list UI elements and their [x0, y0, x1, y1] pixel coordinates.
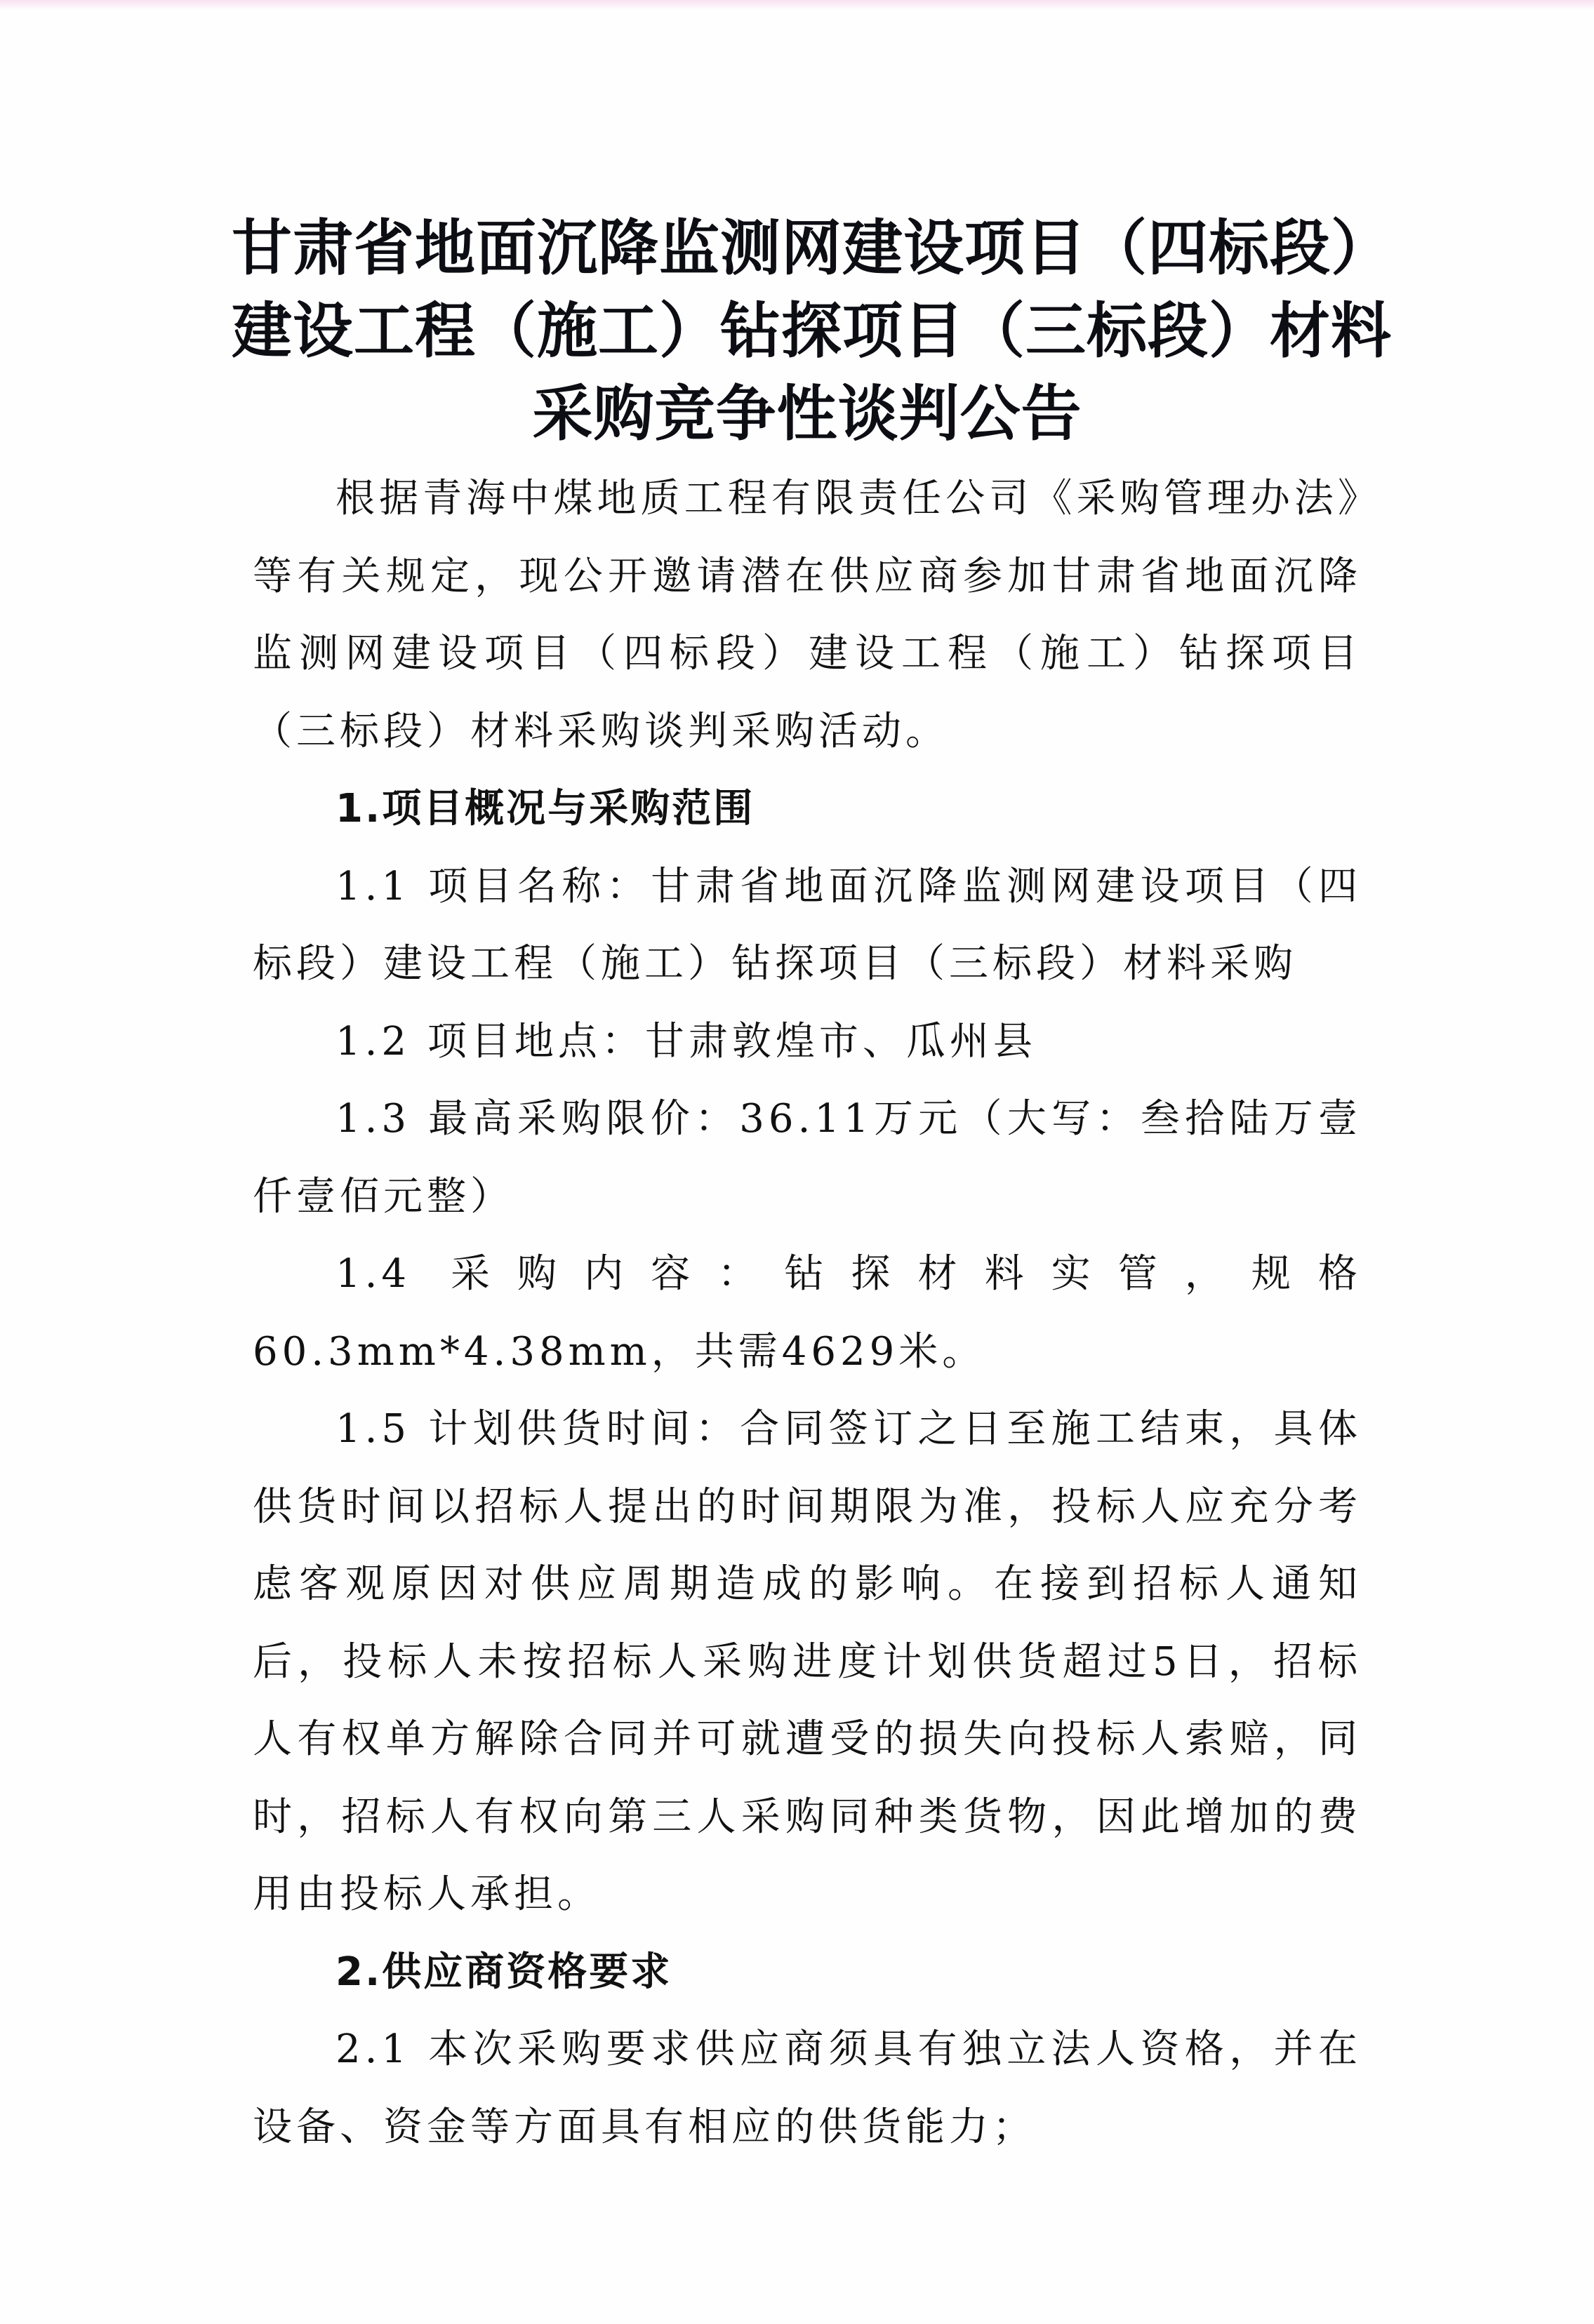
title-line-2: 建设工程（施工）钻探项目（三标段）材料	[232, 296, 1392, 366]
item-1-2-location: 1.2 项目地点：甘肃敦煌市、瓜州县	[336, 1018, 1037, 1064]
item-1-5-supply-time: 1.5 计划供货时间：合同签订之日至施工结束，具体供货时间以招标人提出的时间期限为准，投标人应充分考虑客观原因对供应周期造成的影响。在接到招标人通知后，投标人未按招标人采购进度计划供货超过5日，招标人有权单方解除合同并可就遭受的损失向投标人索赔，同时，招标人有权向第三人采购同种类货物，因此增加的费用由投标人承担。	[253, 1406, 1362, 1917]
document-title	[232, 207, 1392, 455]
intro-paragraph: 根据青海中煤地质工程有限责任公司《采购管理办法》等有关规定，现公开邀请潜在供应商参加甘肃省地面沉降监测网建设项目（四标段）建设工程（施工）钻探项目（三标段）材料采购谈判采购活动。	[253, 476, 1362, 754]
title-line-3: 采购竞争性谈判公告	[532, 379, 1082, 449]
item-2-1-qualification: 2.1 本次采购要求供应商须具有独立法人资格，并在设备、资金等方面具有相应的供货能力；	[253, 2026, 1362, 2150]
item-1-1-project-name: 1.1 项目名称：甘肃省地面沉降监测网建设项目（四标段）建设工程（施工）钻探项目（三标段）材料采购	[253, 863, 1362, 987]
scan-edge-tint	[0, 0, 1594, 10]
document-body	[253, 460, 1362, 2166]
item-1-4-content: 1.4 采购内容：钻探材料实管，规格60.3mm*4.38mm，共需4629米。	[253, 1251, 1362, 1375]
section-2-heading: 2.供应商资格要求	[336, 1949, 672, 1995]
item-1-3-max-price: 1.3 最高采购限价：36.11万元（大写：叁拾陆万壹仟壹佰元整）	[253, 1096, 1362, 1220]
title-line-1: 甘肃省地面沉降监测网建设项目（四标段）	[232, 213, 1392, 283]
section-1-heading: 1.项目概况与采购范围	[336, 786, 755, 832]
